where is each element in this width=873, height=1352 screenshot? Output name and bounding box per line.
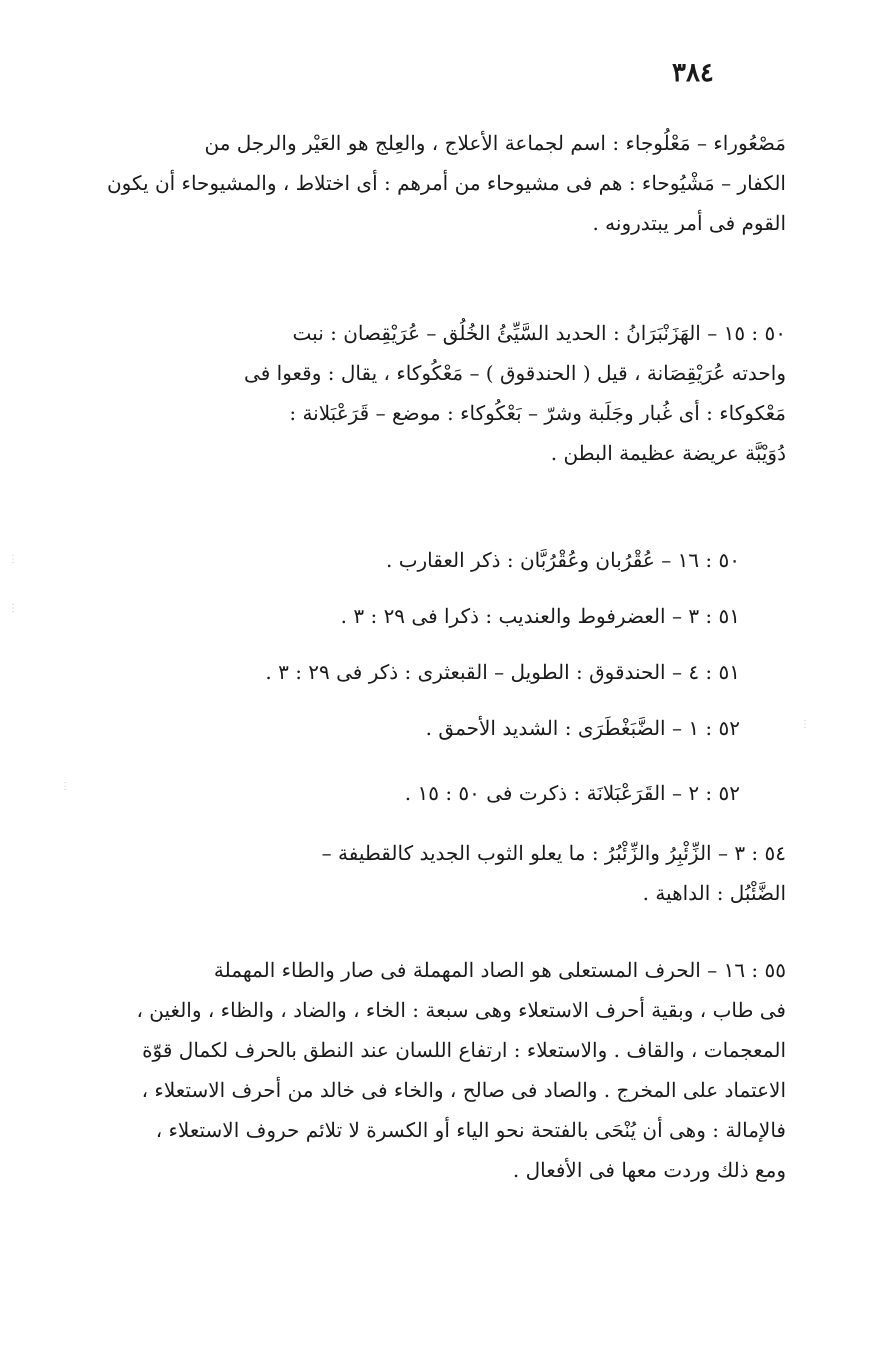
margin-scan-mark: ⋮ bbox=[8, 603, 18, 614]
margin-scan-mark: ⋮ bbox=[8, 554, 18, 565]
text-line: دُوَيْبَّة عريضة عظيمة البطن . bbox=[550, 441, 786, 465]
text-line: فالإمالة : وهى أن يُنْحَى بالفتحة نحو الياء أو الكسرة لا تلائم حروف الاستعلاء ، bbox=[155, 1118, 786, 1142]
entry-handaquq: ٥١ : ٤ – الحندقوق : الطويل – القبعثرى : ذكر فى ٢٩ : ٣ . bbox=[265, 660, 740, 684]
entry-dabaghtara: ٥٢ : ١ – الضَّبَغْطَرَى : الشديد الأحمق . bbox=[425, 716, 740, 740]
text-line: الضَّئْبُل : الداهية . bbox=[642, 881, 786, 905]
text-line: المعجمات ، والقاف . والاستعلاء : ارتفاع اللسان عند النطق بالحرف لكمال قوّة bbox=[142, 1038, 786, 1062]
text-line: مَصْعُوراء – مَعْلُوجاء : اسم لجماعة الأعلاج ، والعِلج هو العَيْر والرجل من bbox=[204, 131, 786, 155]
text-line: ٥٥ : ١٦ – الحرف المستعلى هو الصاد المهملة فى صار والطاء المهملة bbox=[213, 958, 786, 982]
text-line: واحدته عُرَيْقِصَانة ، قيل ( الحندقوق ) – مَعْكُوكاء ، يقال : وقعوا فى bbox=[244, 361, 786, 385]
text-line: مَعْكوكاء : أى غُبار وجَلَبة وشرّ – بَعْكُوكاء : موضع – قَرَعْبَلانة : bbox=[289, 401, 786, 425]
paragraph-istila bbox=[78, 950, 786, 1190]
paragraph-masauraa bbox=[78, 123, 786, 243]
paragraph-hazanbaran bbox=[78, 313, 786, 473]
text-line: الكفار – مَشْيُوحاء : هم فى مشيوحاء من أمرهم : أى اختلاط ، والمشيوحاء أن يكون bbox=[106, 171, 786, 195]
text-line: ٥٠ : ١٥ – الهَزَنْبَرَانُ : الحديد السَّيِّئُ الخُلُق – عُرَيْقِصان : نبت bbox=[292, 321, 786, 345]
text-line: القوم فى أمر يبتدرونه . bbox=[592, 211, 786, 235]
entry-aqruban: ٥٠ : ١٦ – عُقْرُبان وعُقْرُبَّان : ذكر العقارب . bbox=[385, 548, 740, 572]
text-line: ٥٤ : ٣ – الزِّئْبِرُ والزِّئْبُرُ : ما يعلو الثوب الجديد كالقطيفة – bbox=[321, 841, 786, 865]
entry-adrafut: ٥١ : ٣ – العضرفوط والعنديب : ذكرا فى ٢٩ : ٣ . bbox=[340, 604, 740, 628]
text-line: فى طاب ، وبقية أحرف الاستعلاء وهى سبعة : الخاء ، والضاد ، والظاء ، والغين ، bbox=[136, 998, 786, 1022]
margin-scan-mark: ⋮ bbox=[800, 719, 810, 730]
text-line: الاعتماد على المخرج . والصاد فى صالح ، والخاء فى خالد من أحرف الاستعلاء ، bbox=[141, 1078, 786, 1102]
entry-qaraablana: ٥٢ : ٢ – القَرَعْبَلانَة : ذكرت فى ٥٠ : ١٥ . bbox=[404, 781, 740, 805]
margin-scan-mark: ⋮ bbox=[60, 781, 70, 792]
page-number: ٣٨٤ bbox=[672, 58, 714, 88]
text-line: ومع ذلك وردت معها فى الأفعال . bbox=[512, 1158, 786, 1182]
paragraph-zibr bbox=[78, 833, 786, 913]
